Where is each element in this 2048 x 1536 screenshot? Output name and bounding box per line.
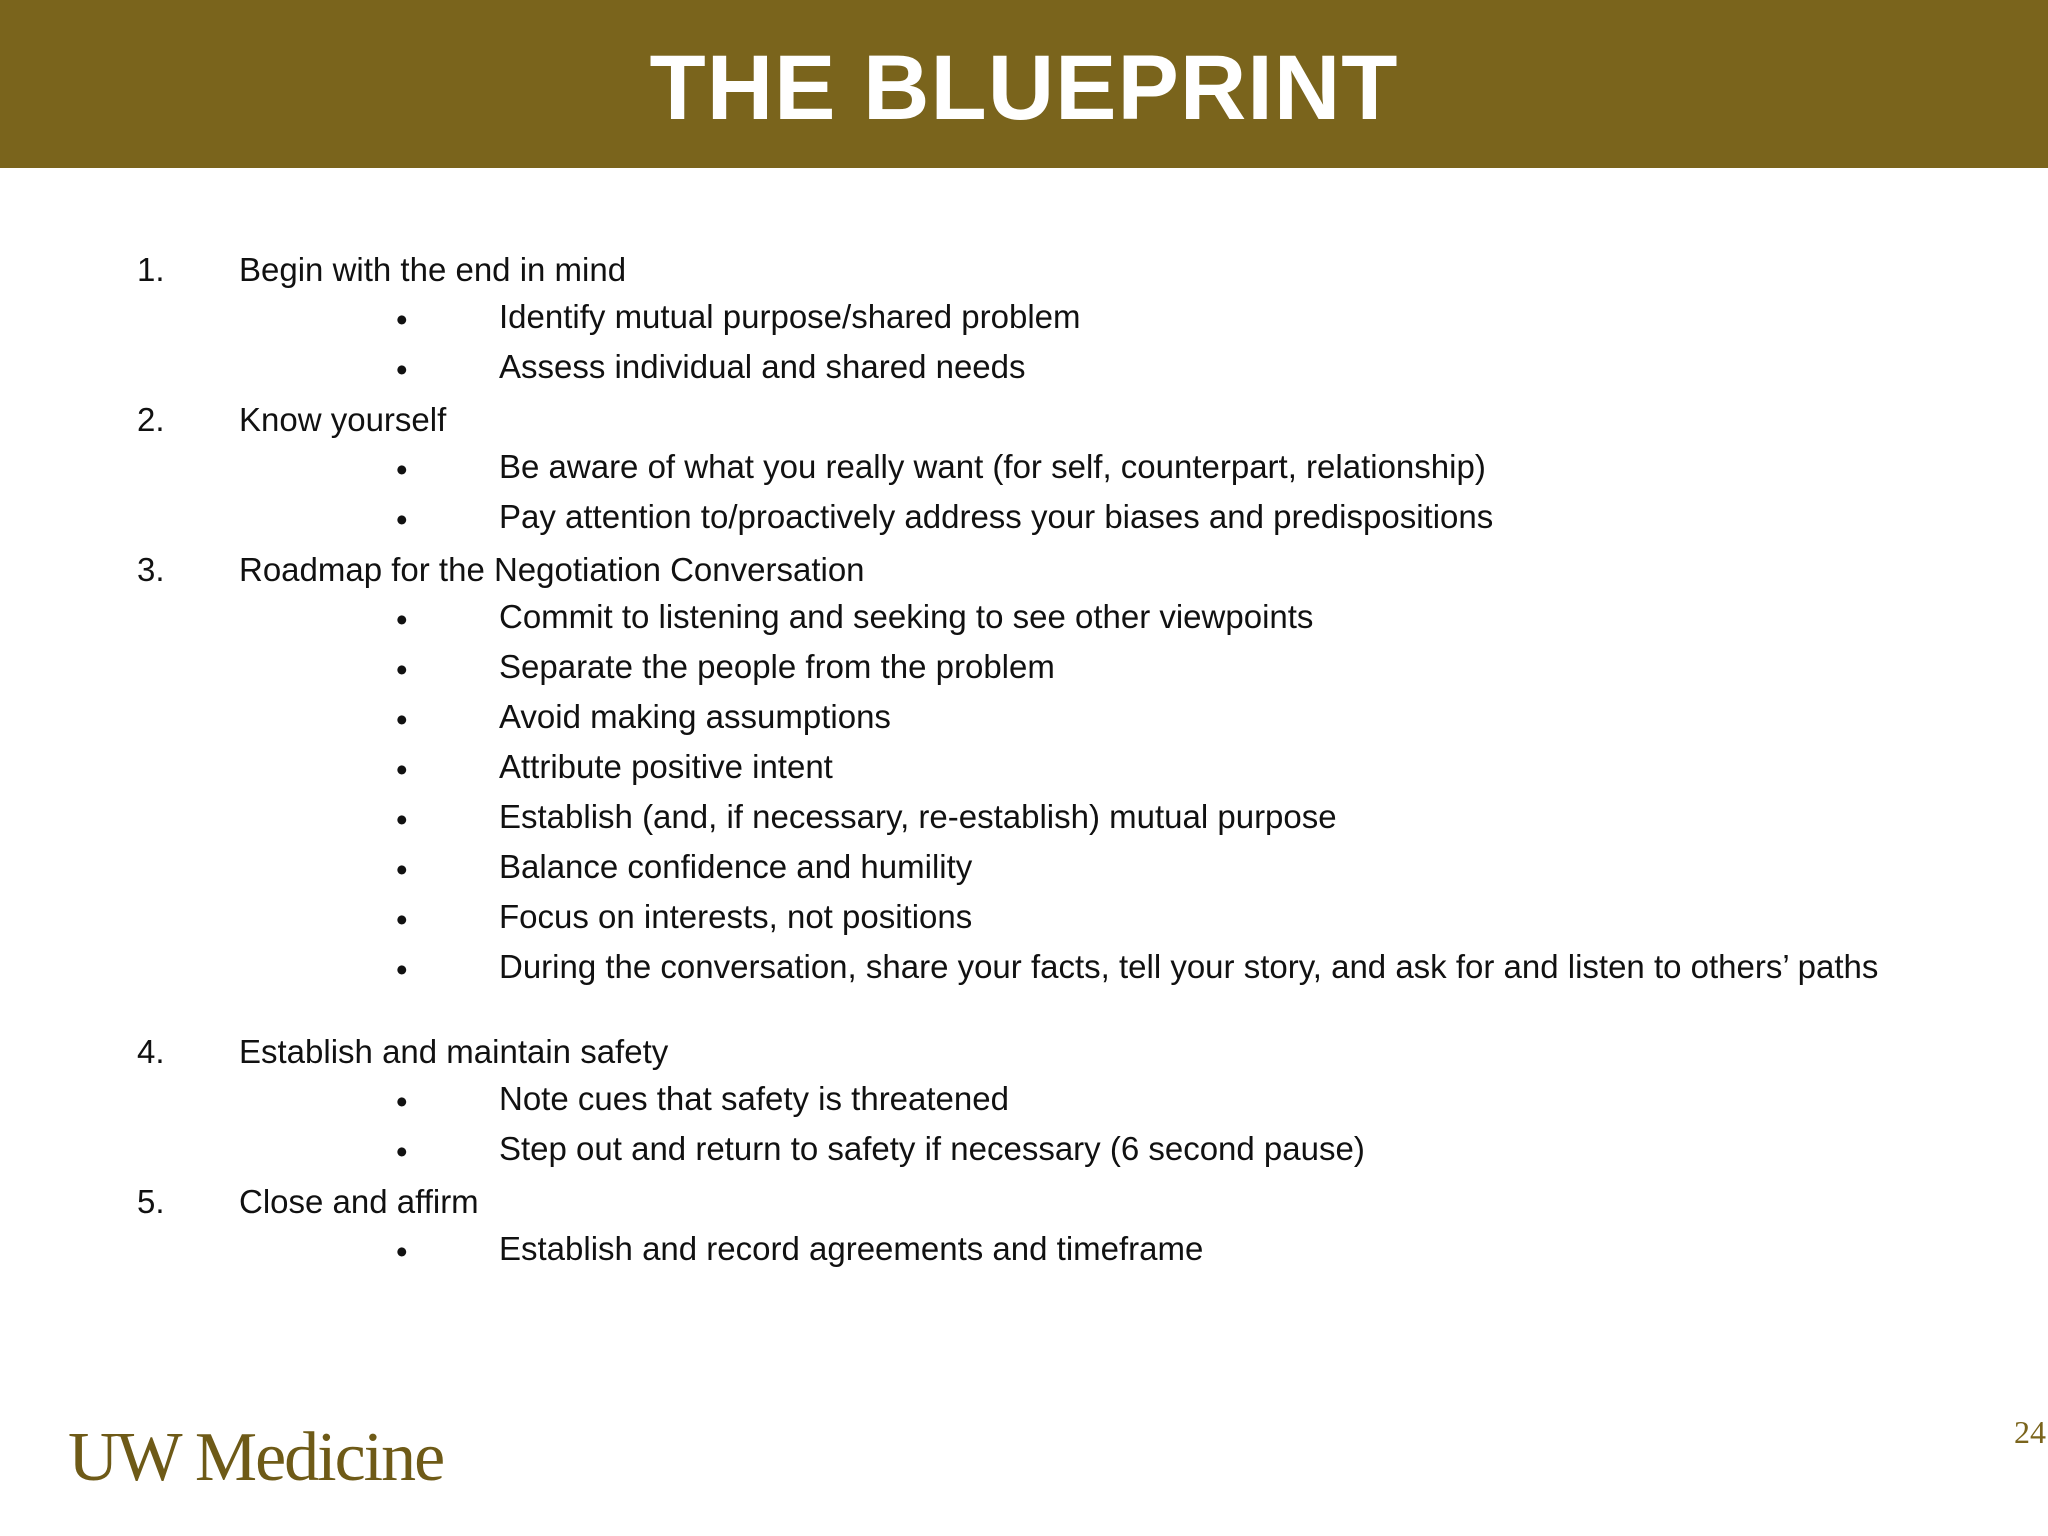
outline-item-5 <box>0 1182 2048 1232</box>
bullet-icon: • <box>396 751 408 788</box>
bullet-icon: • <box>396 1233 408 1270</box>
item-text: Know yourself <box>239 401 447 438</box>
item-number: 3. <box>137 551 165 588</box>
list-item <box>0 950 2048 1032</box>
bullet-icon: • <box>396 301 408 338</box>
bullet-icon: • <box>396 351 408 388</box>
bullet-text: Attribute positive intent <box>499 748 833 785</box>
item-text: Establish and maintain safety <box>239 1033 669 1070</box>
bullet-icon: • <box>396 1083 408 1120</box>
page-number: 24 <box>2014 1414 2046 1450</box>
uw-medicine-logo: UW Medicine <box>68 1419 444 1496</box>
bullet-text: Assess individual and shared needs <box>499 348 1026 385</box>
bullet-text: Establish (and, if necessary, re-establish) mutual purpose <box>499 798 1337 835</box>
bullet-text: Be aware of what you really want (for self, counterpart, relationship) <box>499 448 1486 485</box>
list-item <box>0 1132 2048 1182</box>
bullet-icon: • <box>396 701 408 738</box>
bullet-icon: • <box>396 801 408 838</box>
outline-item-4 <box>0 1032 2048 1082</box>
bullet-text: Focus on interests, not positions <box>499 898 973 935</box>
outline-item-1 <box>0 250 2048 300</box>
list-item <box>0 850 2048 900</box>
bullet-icon: • <box>396 951 408 988</box>
item-number: 5. <box>137 1183 165 1220</box>
item-number: 1. <box>137 251 165 288</box>
bullet-icon: • <box>396 901 408 938</box>
list-item <box>0 600 2048 650</box>
item-number: 4. <box>137 1033 165 1070</box>
bullet-text: Pay attention to/proactively address your biases and predispositions <box>499 498 1494 535</box>
item-text: Roadmap for the Negotiation Conversation <box>239 551 865 588</box>
list-item <box>0 700 2048 750</box>
item-number: 2. <box>137 401 165 438</box>
bullet-icon: • <box>396 601 408 638</box>
bullet-text: Step out and return to safety if necessary (6 second pause) <box>499 1130 1365 1167</box>
bullet-text: Separate the people from the problem <box>499 648 1055 685</box>
list-item <box>0 300 2048 350</box>
list-item <box>0 500 2048 550</box>
list-item <box>0 650 2048 700</box>
bullet-text: Commit to listening and seeking to see other viewpoints <box>499 598 1314 635</box>
list-item <box>0 750 2048 800</box>
bullet-text: Establish and record agreements and timeframe <box>499 1230 1204 1267</box>
bullet-icon: • <box>396 1133 408 1170</box>
bullet-icon: • <box>396 501 408 538</box>
list-item <box>0 1082 2048 1132</box>
list-item <box>0 350 2048 400</box>
list-item <box>0 450 2048 500</box>
bullet-text: Identify mutual purpose/shared problem <box>499 298 1081 335</box>
bullet-text: During the conversation, share your facts, tell your story, and ask for and listen to others’ paths <box>499 948 1879 985</box>
bullet-icon: • <box>396 451 408 488</box>
item-text: Begin with the end in mind <box>239 251 627 288</box>
bullet-text: Avoid making assumptions <box>499 698 891 735</box>
bullet-icon: • <box>396 851 408 888</box>
item-text: Close and affirm <box>239 1183 479 1220</box>
list-item <box>0 900 2048 950</box>
outline-item-3 <box>0 550 2048 600</box>
list-item <box>0 1232 2048 1282</box>
list-item <box>0 800 2048 850</box>
bullet-text: Balance confidence and humility <box>499 848 973 885</box>
outline-item-2 <box>0 400 2048 450</box>
bullet-text: Note cues that safety is threatened <box>499 1080 1009 1117</box>
bullet-icon: • <box>396 651 408 688</box>
slide-title: THE BLUEPRINT <box>649 37 1399 139</box>
blueprint-outline <box>0 250 2048 1282</box>
